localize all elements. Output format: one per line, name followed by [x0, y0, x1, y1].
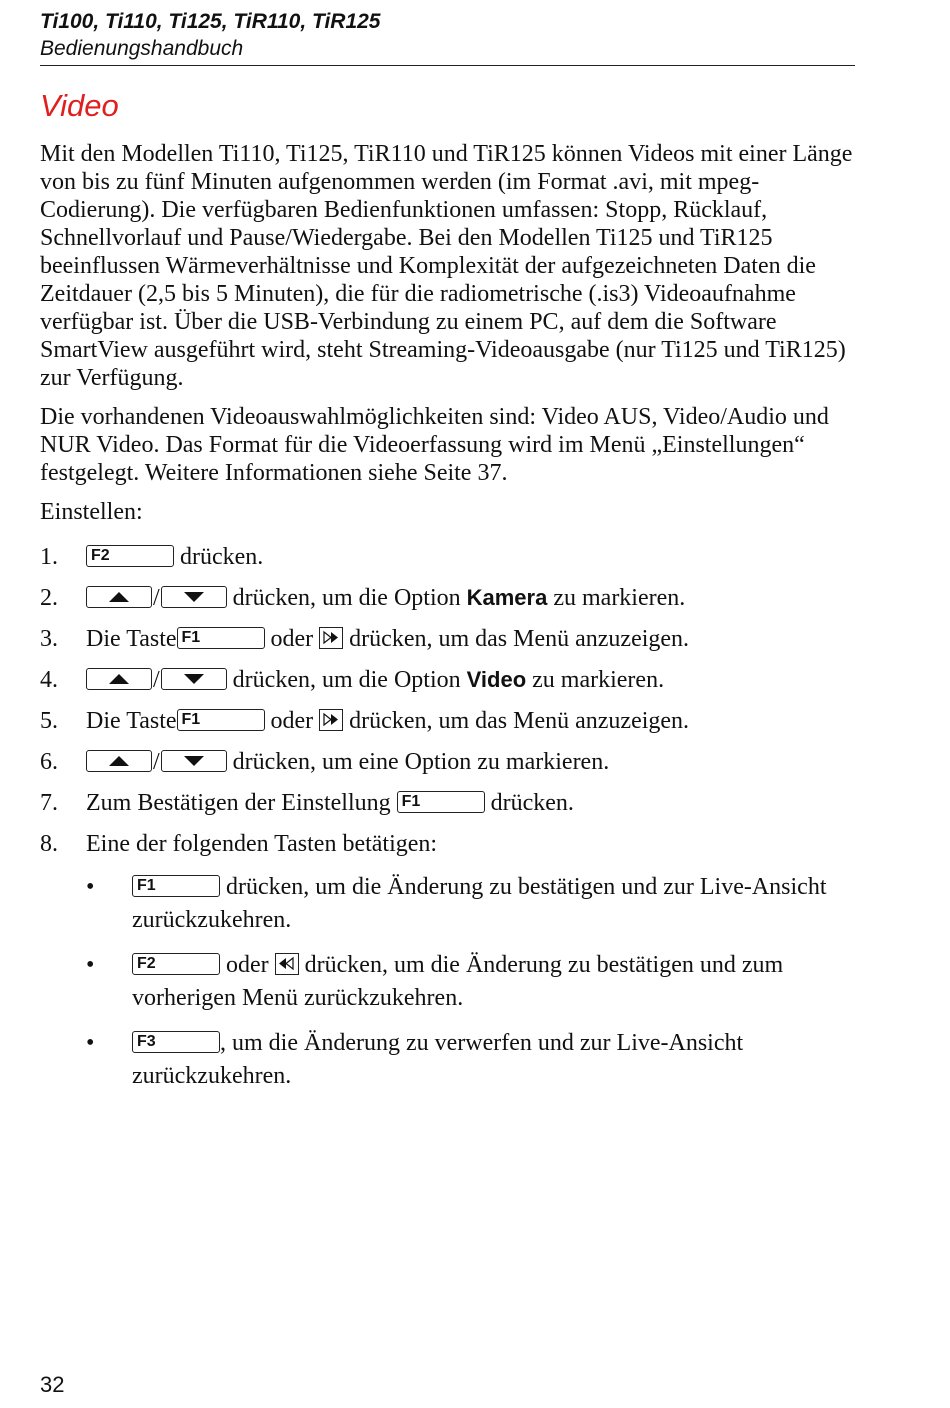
step-text: drücken, um das Menü anzuzeigen. — [349, 626, 690, 652]
page-body — [40, 140, 860, 1105]
step-text: Die Taste — [86, 708, 177, 734]
separator: / — [153, 667, 160, 693]
step-number: 2. — [40, 585, 58, 611]
bullet-2 — [86, 949, 860, 1015]
step-4 — [40, 660, 860, 701]
nav-right-icon — [319, 627, 343, 649]
option-name: Video — [466, 667, 527, 692]
f1-key-icon: F1 — [177, 709, 265, 731]
arrow-up-icon — [86, 750, 152, 772]
page-number: 32 — [40, 1372, 65, 1397]
step-number: 6. — [40, 749, 58, 775]
step-text: drücken, um die Option — [232, 585, 461, 611]
step-number: 4. — [40, 667, 58, 693]
nav-right-icon — [319, 709, 343, 731]
nav-left-icon — [275, 953, 299, 975]
f3-key-icon: F3 — [132, 1031, 220, 1053]
step-1 — [40, 537, 860, 578]
step-text: drücken, um eine Option zu markieren. — [232, 749, 610, 775]
step-number: 1. — [40, 544, 58, 570]
step-number: 3. — [40, 626, 58, 652]
step-6 — [40, 742, 860, 783]
bullet-3 — [86, 1027, 860, 1093]
step-number: 7. — [40, 790, 58, 816]
f1-key-icon: F1 — [397, 791, 485, 813]
step-text: Zum Bestätigen der Einstellung — [86, 790, 391, 816]
step-text: drücken. — [490, 790, 574, 816]
step-number: 5. — [40, 708, 58, 734]
separator: / — [153, 749, 160, 775]
arrow-up-icon — [86, 586, 152, 608]
f2-key-icon: F2 — [132, 953, 220, 975]
step-text: oder — [270, 626, 314, 652]
paragraph-intro: Mit den Modellen Ti110, Ti125, TiR110 und TiR125 können Videos mit einer Länge von bis zu fünf Minuten aufgenommen werden (im Format .avi, mit mpeg-Codierung). Die verfügbaren Bedienfunktionen umfassen: Stopp, Rücklauf, Schnellvorlauf und Pause/Wiedergabe. Bei den Modellen Ti125 und TiR125 beeinflussen Wärmeverhältnisse und Komplexität der aufgezeichneten Daten die Zeitdauer (2,5 bis 5 Minuten), die für die radiometrische (.is3) Videoaufnahme verfügbar ist. Über die USB-Verbindung zu einem PC, auf dem die Software SmartView ausgeführt wird, steht Streaming-Videoausgabe (nur Ti125 und TiR125) zur Verfügung. — [40, 141, 853, 391]
step-number: 8. — [40, 831, 58, 857]
step-5 — [40, 701, 860, 742]
option-name: Kamera — [466, 585, 548, 610]
bullet-text: drücken, um die Änderung zu bestätigen und zur Live-Ansicht zurückzukehren. — [132, 874, 827, 933]
arrow-down-icon — [161, 750, 227, 772]
bullet-text: oder — [226, 952, 269, 978]
bullet-text: , um die Änderung zu verwerfen und zur Live-Ansicht zurückzukehren. — [132, 1030, 744, 1089]
header-models: Ti100, Ti110, Ti125, TiR110, TiR125 — [40, 10, 381, 33]
f1-key-icon: F1 — [132, 875, 220, 897]
bullet-dot: • — [86, 1030, 95, 1056]
step-text: drücken, um die Option — [232, 667, 461, 693]
step-text: drücken. — [180, 544, 264, 570]
header-subtitle: Bedienungshandbuch — [40, 37, 244, 60]
bullets-list — [40, 871, 860, 1093]
step-3 — [40, 619, 860, 660]
f1-key-icon: F1 — [177, 627, 265, 649]
separator: / — [153, 585, 160, 611]
paragraph-options: Die vorhandenen Videoauswahlmöglichkeiten sind: Video AUS, Video/Audio und NUR Video. Das Format für die Videoerfassung wird im Menü „Einstellungen“ festgelegt. Weitere Informationen siehe Seite 37. — [40, 404, 829, 486]
step-text: oder — [270, 708, 314, 734]
step-8 — [40, 824, 860, 865]
step-text: Die Taste — [86, 626, 177, 652]
bullet-dot: • — [86, 874, 95, 900]
step-2 — [40, 578, 860, 619]
arrow-up-icon — [86, 668, 152, 690]
arrow-down-icon — [161, 586, 227, 608]
step-text: drücken, um das Menü anzuzeigen. — [349, 708, 690, 734]
bullet-dot: • — [86, 952, 95, 978]
section-title: Video — [40, 88, 119, 123]
step-text: zu markieren. — [553, 585, 686, 611]
page-header — [40, 8, 855, 66]
paragraph-setup-label: Einstellen: — [40, 499, 143, 525]
bullet-1 — [86, 871, 860, 937]
step-text: zu markieren. — [532, 667, 665, 693]
f2-key-icon: F2 — [86, 545, 174, 567]
steps-list — [40, 537, 860, 865]
step-7 — [40, 783, 860, 824]
arrow-down-icon — [161, 668, 227, 690]
step-text: Eine der folgenden Tasten betätigen: — [86, 831, 438, 857]
bullet-text: drücken, um die Änderung zu bestätigen und zum vorherigen Menü zurückzukehren. — [132, 952, 784, 1011]
